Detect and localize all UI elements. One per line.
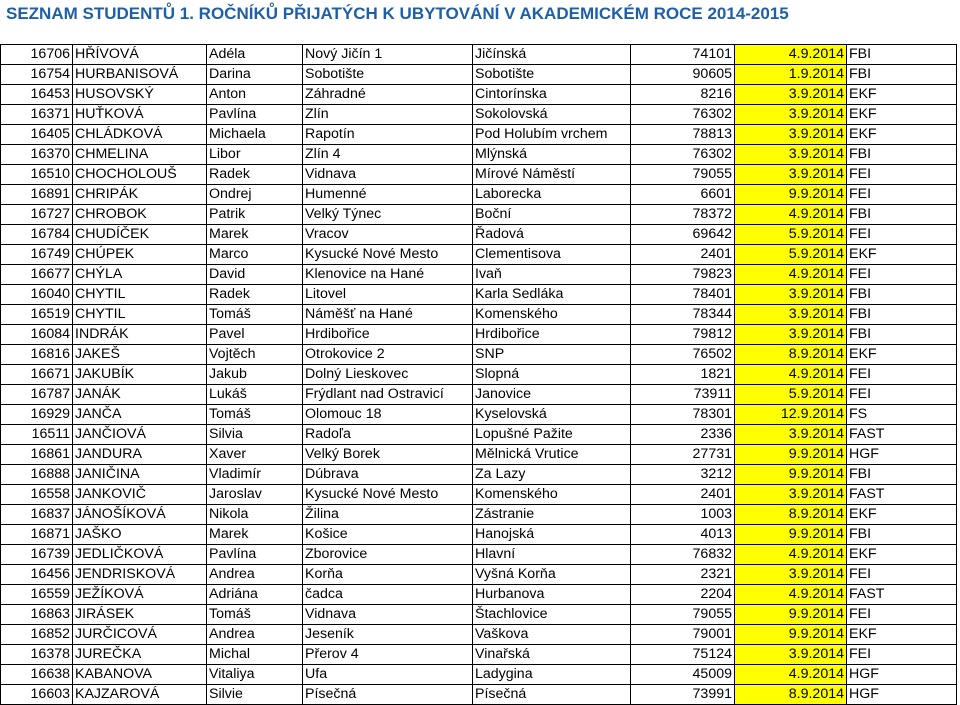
arrival-date-cell: 5.9.2014 (735, 385, 847, 405)
student-id-cell: 16671 (1, 365, 73, 385)
arrival-date-cell: 9.9.2014 (735, 185, 847, 205)
student-id-cell: 16784 (1, 225, 73, 245)
first-name-cell: Tomáš (207, 405, 303, 425)
arrival-date-cell: 4.9.2014 (735, 205, 847, 225)
postal-code-cell: 79812 (631, 325, 735, 345)
first-name-cell: Darina (207, 65, 303, 85)
street-cell: Sobotište (473, 65, 631, 85)
city-cell: Ufa (303, 665, 473, 685)
postal-code-cell: 2401 (631, 245, 735, 265)
city-cell: Humenné (303, 185, 473, 205)
student-id-cell: 16603 (1, 685, 73, 705)
postal-code-cell: 4013 (631, 525, 735, 545)
faculty-cell: FAST (847, 585, 957, 605)
student-id-cell: 16837 (1, 505, 73, 525)
arrival-date-cell: 9.9.2014 (735, 525, 847, 545)
arrival-date-cell: 3.9.2014 (735, 485, 847, 505)
city-cell: Zlín (303, 105, 473, 125)
student-id-cell: 16519 (1, 305, 73, 325)
student-id-cell: 16040 (1, 285, 73, 305)
surname-cell: HŘÍVOVÁ (73, 45, 207, 65)
postal-code-cell: 2204 (631, 585, 735, 605)
first-name-cell: Xaver (207, 445, 303, 465)
table-row (1, 85, 957, 105)
arrival-date-cell: 5.9.2014 (735, 225, 847, 245)
table-row (1, 145, 957, 165)
street-cell: Za Lazy (473, 465, 631, 485)
arrival-date-cell: 5.9.2014 (735, 245, 847, 265)
faculty-cell: EKF (847, 105, 957, 125)
table-row (1, 685, 957, 705)
student-id-cell: 16861 (1, 445, 73, 465)
arrival-date-cell: 9.9.2014 (735, 605, 847, 625)
table-row (1, 465, 957, 485)
city-cell: Vidnava (303, 605, 473, 625)
surname-cell: CHÚPEK (73, 245, 207, 265)
postal-code-cell: 79001 (631, 625, 735, 645)
street-cell: Vaškova (473, 625, 631, 645)
city-cell: Záhradné (303, 85, 473, 105)
faculty-cell: FBI (847, 325, 957, 345)
surname-cell: CHMELINA (73, 145, 207, 165)
city-cell: Otrokovice 2 (303, 345, 473, 365)
street-cell: Vinařská (473, 645, 631, 665)
city-cell: Nový Jičín 1 (303, 45, 473, 65)
street-cell: Jičínská (473, 45, 631, 65)
street-cell: Kyselovská (473, 405, 631, 425)
city-cell: Klenovice na Hané (303, 265, 473, 285)
student-id-cell: 16739 (1, 545, 73, 565)
first-name-cell: Andrea (207, 625, 303, 645)
student-id-cell: 16371 (1, 105, 73, 125)
postal-code-cell: 73991 (631, 685, 735, 705)
first-name-cell: Jaroslav (207, 485, 303, 505)
city-cell: Velký Borek (303, 445, 473, 465)
table-row (1, 405, 957, 425)
postal-code-cell: 90605 (631, 65, 735, 85)
surname-cell: JANČIOVÁ (73, 425, 207, 445)
arrival-date-cell: 4.9.2014 (735, 665, 847, 685)
faculty-cell: FEI (847, 645, 957, 665)
postal-code-cell: 79055 (631, 605, 735, 625)
student-id-cell: 16727 (1, 205, 73, 225)
postal-code-cell: 75124 (631, 645, 735, 665)
table-row (1, 185, 957, 205)
postal-code-cell: 78813 (631, 125, 735, 145)
student-id-cell: 16749 (1, 245, 73, 265)
student-id-cell: 16511 (1, 425, 73, 445)
arrival-date-cell: 12.9.2014 (735, 405, 847, 425)
street-cell: Slopná (473, 365, 631, 385)
surname-cell: CHÝLA (73, 265, 207, 285)
city-cell: Olomouc 18 (303, 405, 473, 425)
faculty-cell: FEI (847, 365, 957, 385)
student-id-cell: 16754 (1, 65, 73, 85)
student-id-cell: 16510 (1, 165, 73, 185)
arrival-date-cell: 9.9.2014 (735, 445, 847, 465)
faculty-cell: FBI (847, 65, 957, 85)
student-id-cell: 16888 (1, 465, 73, 485)
first-name-cell: Nikola (207, 505, 303, 525)
surname-cell: JEDLIČKOVÁ (73, 545, 207, 565)
table-row (1, 605, 957, 625)
student-id-cell: 16084 (1, 325, 73, 345)
table-row (1, 485, 957, 505)
city-cell: Kysucké Nové Mesto (303, 245, 473, 265)
faculty-cell: FEI (847, 605, 957, 625)
first-name-cell: Vojtěch (207, 345, 303, 365)
faculty-cell: FBI (847, 145, 957, 165)
street-cell: Komenského (473, 305, 631, 325)
student-id-cell: 16863 (1, 605, 73, 625)
postal-code-cell: 8216 (631, 85, 735, 105)
faculty-cell: HGF (847, 685, 957, 705)
street-cell: Zástranie (473, 505, 631, 525)
surname-cell: HURBANISOVÁ (73, 65, 207, 85)
first-name-cell: Anton (207, 85, 303, 105)
faculty-cell: FBI (847, 525, 957, 545)
table-row (1, 505, 957, 525)
surname-cell: CHOCHOLOUŠ (73, 165, 207, 185)
surname-cell: JANKOVIČ (73, 485, 207, 505)
surname-cell: KAJZAROVÁ (73, 685, 207, 705)
surname-cell: CHUDÍČEK (73, 225, 207, 245)
arrival-date-cell: 4.9.2014 (735, 545, 847, 565)
table-row (1, 105, 957, 125)
street-cell: Komenského (473, 485, 631, 505)
city-cell: Přerov 4 (303, 645, 473, 665)
arrival-date-cell: 4.9.2014 (735, 585, 847, 605)
postal-code-cell: 74101 (631, 45, 735, 65)
table-row (1, 385, 957, 405)
first-name-cell: Michaela (207, 125, 303, 145)
table-row (1, 325, 957, 345)
arrival-date-cell: 9.9.2014 (735, 625, 847, 645)
surname-cell: JURČICOVÁ (73, 625, 207, 645)
arrival-date-cell: 8.9.2014 (735, 685, 847, 705)
table-row (1, 125, 957, 145)
surname-cell: CHYTIL (73, 305, 207, 325)
student-id-cell: 16559 (1, 585, 73, 605)
postal-code-cell: 76302 (631, 145, 735, 165)
surname-cell: JANÁK (73, 385, 207, 405)
arrival-date-cell: 3.9.2014 (735, 565, 847, 585)
surname-cell: JANDURA (73, 445, 207, 465)
city-cell: Vidnava (303, 165, 473, 185)
postal-code-cell: 76302 (631, 105, 735, 125)
first-name-cell: Jakub (207, 365, 303, 385)
student-id-cell: 16787 (1, 385, 73, 405)
surname-cell: INDRÁK (73, 325, 207, 345)
street-cell: Ladygina (473, 665, 631, 685)
student-id-cell: 16706 (1, 45, 73, 65)
postal-code-cell: 2401 (631, 485, 735, 505)
arrival-date-cell: 3.9.2014 (735, 125, 847, 145)
student-id-cell: 16456 (1, 565, 73, 585)
city-cell: Rapotín (303, 125, 473, 145)
city-cell: Vracov (303, 225, 473, 245)
arrival-date-cell: 4.9.2014 (735, 265, 847, 285)
street-cell: Ivaň (473, 265, 631, 285)
surname-cell: HUŤKOVÁ (73, 105, 207, 125)
street-cell: Laborecka (473, 185, 631, 205)
street-cell: Cintorínska (473, 85, 631, 105)
city-cell: Zlín 4 (303, 145, 473, 165)
table-row (1, 365, 957, 385)
first-name-cell: Marco (207, 245, 303, 265)
surname-cell: JANČA (73, 405, 207, 425)
arrival-date-cell: 3.9.2014 (735, 325, 847, 345)
city-cell: Hrdibořice (303, 325, 473, 345)
table-row (1, 225, 957, 245)
postal-code-cell: 78344 (631, 305, 735, 325)
city-cell: Korňa (303, 565, 473, 585)
surname-cell: KABANOVA (73, 665, 207, 685)
faculty-cell: FS (847, 405, 957, 425)
table-row (1, 665, 957, 685)
surname-cell: JENDRISKOVÁ (73, 565, 207, 585)
student-id-cell: 16816 (1, 345, 73, 365)
first-name-cell: Vitaliya (207, 665, 303, 685)
table-row (1, 165, 957, 185)
faculty-cell: FBI (847, 205, 957, 225)
street-cell: Hlavní (473, 545, 631, 565)
city-cell: Jeseník (303, 625, 473, 645)
faculty-cell: FBI (847, 465, 957, 485)
first-name-cell: Silvia (207, 425, 303, 445)
first-name-cell: Radek (207, 165, 303, 185)
street-cell: Písečná (473, 685, 631, 705)
surname-cell: CHYTIL (73, 285, 207, 305)
street-cell: Mělnická Vrutice (473, 445, 631, 465)
street-cell: Mlýnská (473, 145, 631, 165)
arrival-date-cell: 3.9.2014 (735, 165, 847, 185)
city-cell: Náměšť na Hané (303, 305, 473, 325)
street-cell: Boční (473, 205, 631, 225)
table-row (1, 45, 957, 65)
faculty-cell: EKF (847, 345, 957, 365)
faculty-cell: FAST (847, 485, 957, 505)
faculty-cell: HGF (847, 445, 957, 465)
street-cell: Hrdibořice (473, 325, 631, 345)
arrival-date-cell: 3.9.2014 (735, 145, 847, 165)
arrival-date-cell: 3.9.2014 (735, 305, 847, 325)
table-row (1, 345, 957, 365)
surname-cell: JANIČINA (73, 465, 207, 485)
students-table (0, 44, 957, 705)
arrival-date-cell: 4.9.2014 (735, 45, 847, 65)
city-cell: čadca (303, 585, 473, 605)
city-cell: Košice (303, 525, 473, 545)
table-row (1, 265, 957, 285)
street-cell: Hurbanova (473, 585, 631, 605)
faculty-cell: FEI (847, 185, 957, 205)
faculty-cell: FEI (847, 565, 957, 585)
street-cell: SNP (473, 345, 631, 365)
faculty-cell: FAST (847, 425, 957, 445)
city-cell: Zborovice (303, 545, 473, 565)
table-row (1, 645, 957, 665)
table-row (1, 445, 957, 465)
street-cell: Sokolovská (473, 105, 631, 125)
surname-cell: CHROBOK (73, 205, 207, 225)
faculty-cell: FEI (847, 265, 957, 285)
first-name-cell: Pavlína (207, 105, 303, 125)
first-name-cell: Pavel (207, 325, 303, 345)
first-name-cell: Patrik (207, 205, 303, 225)
arrival-date-cell: 3.9.2014 (735, 105, 847, 125)
street-cell: Lopušné Pažite (473, 425, 631, 445)
first-name-cell: Michal (207, 645, 303, 665)
street-cell: Pod Holubím vrchem (473, 125, 631, 145)
faculty-cell: FBI (847, 45, 957, 65)
street-cell: Řadová (473, 225, 631, 245)
first-name-cell: Silvie (207, 685, 303, 705)
faculty-cell: EKF (847, 85, 957, 105)
first-name-cell: Andrea (207, 565, 303, 585)
faculty-cell: HGF (847, 665, 957, 685)
postal-code-cell: 78301 (631, 405, 735, 425)
street-cell: Mírové Náměstí (473, 165, 631, 185)
surname-cell: CHLÁDKOVÁ (73, 125, 207, 145)
table-row (1, 585, 957, 605)
first-name-cell: Tomáš (207, 305, 303, 325)
postal-code-cell: 78401 (631, 285, 735, 305)
street-cell: Janovice (473, 385, 631, 405)
first-name-cell: Pavlína (207, 545, 303, 565)
table-row (1, 305, 957, 325)
postal-code-cell: 27731 (631, 445, 735, 465)
postal-code-cell: 1821 (631, 365, 735, 385)
student-id-cell: 16852 (1, 625, 73, 645)
city-cell: Frýdlant nad Ostravicí (303, 385, 473, 405)
city-cell: Kysucké Nové Mesto (303, 485, 473, 505)
student-id-cell: 16558 (1, 485, 73, 505)
table-row (1, 285, 957, 305)
arrival-date-cell: 3.9.2014 (735, 85, 847, 105)
first-name-cell: Libor (207, 145, 303, 165)
city-cell: Dolný Lieskovec (303, 365, 473, 385)
table-row (1, 425, 957, 445)
arrival-date-cell: 1.9.2014 (735, 65, 847, 85)
street-cell: Štachlovice (473, 605, 631, 625)
page-title: SEZNAM STUDENTŮ 1. ROČNÍKŮ PŘIJATÝCH K UBYTOVÁNÍ V AKADEMICKÉM ROCE 2014-2015 (6, 4, 789, 23)
first-name-cell: Adriána (207, 585, 303, 605)
table-row (1, 545, 957, 565)
first-name-cell: Radek (207, 285, 303, 305)
first-name-cell: David (207, 265, 303, 285)
arrival-date-cell: 4.9.2014 (735, 365, 847, 385)
postal-code-cell: 45009 (631, 665, 735, 685)
surname-cell: JAKUBÍK (73, 365, 207, 385)
surname-cell: CHRIPÁK (73, 185, 207, 205)
first-name-cell: Vladimír (207, 465, 303, 485)
table-row (1, 525, 957, 545)
first-name-cell: Marek (207, 525, 303, 545)
postal-code-cell: 69642 (631, 225, 735, 245)
first-name-cell: Lukáš (207, 385, 303, 405)
postal-code-cell: 1003 (631, 505, 735, 525)
table-row (1, 245, 957, 265)
postal-code-cell: 2321 (631, 565, 735, 585)
city-cell: Radoľa (303, 425, 473, 445)
city-cell: Velký Týnec (303, 205, 473, 225)
student-id-cell: 16871 (1, 525, 73, 545)
postal-code-cell: 73911 (631, 385, 735, 405)
street-cell: Karla Sedláka (473, 285, 631, 305)
city-cell: Litovel (303, 285, 473, 305)
student-id-cell: 16370 (1, 145, 73, 165)
surname-cell: JAŠKO (73, 525, 207, 545)
postal-code-cell: 79055 (631, 165, 735, 185)
street-cell: Vyšná Korňa (473, 565, 631, 585)
city-cell: Písečná (303, 685, 473, 705)
faculty-cell: EKF (847, 545, 957, 565)
arrival-date-cell: 3.9.2014 (735, 285, 847, 305)
city-cell: Žilina (303, 505, 473, 525)
first-name-cell: Ondrej (207, 185, 303, 205)
table-row (1, 205, 957, 225)
faculty-cell: FEI (847, 225, 957, 245)
student-id-cell: 16677 (1, 265, 73, 285)
arrival-date-cell: 3.9.2014 (735, 645, 847, 665)
postal-code-cell: 79823 (631, 265, 735, 285)
arrival-date-cell: 9.9.2014 (735, 465, 847, 485)
surname-cell: JAKEŠ (73, 345, 207, 365)
postal-code-cell: 3212 (631, 465, 735, 485)
surname-cell: JÁNOŠÍKOVÁ (73, 505, 207, 525)
surname-cell: JEŽÍKOVÁ (73, 585, 207, 605)
faculty-cell: EKF (847, 625, 957, 645)
faculty-cell: FEI (847, 165, 957, 185)
student-id-cell: 16891 (1, 185, 73, 205)
arrival-date-cell: 3.9.2014 (735, 425, 847, 445)
table-row (1, 65, 957, 85)
postal-code-cell: 2336 (631, 425, 735, 445)
student-id-cell: 16638 (1, 665, 73, 685)
first-name-cell: Tomáš (207, 605, 303, 625)
street-cell: Hanojská (473, 525, 631, 545)
first-name-cell: Adéla (207, 45, 303, 65)
arrival-date-cell: 8.9.2014 (735, 345, 847, 365)
faculty-cell: EKF (847, 505, 957, 525)
faculty-cell: EKF (847, 245, 957, 265)
postal-code-cell: 6601 (631, 185, 735, 205)
street-cell: Clementisova (473, 245, 631, 265)
postal-code-cell: 78372 (631, 205, 735, 225)
table-row (1, 565, 957, 585)
faculty-cell: FBI (847, 305, 957, 325)
city-cell: Dúbrava (303, 465, 473, 485)
faculty-cell: FBI (847, 285, 957, 305)
first-name-cell: Marek (207, 225, 303, 245)
student-id-cell: 16405 (1, 125, 73, 145)
city-cell: Sobotište (303, 65, 473, 85)
student-id-cell: 16378 (1, 645, 73, 665)
surname-cell: JUREČKA (73, 645, 207, 665)
arrival-date-cell: 8.9.2014 (735, 505, 847, 525)
postal-code-cell: 76502 (631, 345, 735, 365)
faculty-cell: FEI (847, 385, 957, 405)
surname-cell: HUSOVSKÝ (73, 85, 207, 105)
student-id-cell: 16929 (1, 405, 73, 425)
table-row (1, 625, 957, 645)
faculty-cell: EKF (847, 125, 957, 145)
surname-cell: JIRÁSEK (73, 605, 207, 625)
postal-code-cell: 76832 (631, 545, 735, 565)
student-id-cell: 16453 (1, 85, 73, 105)
